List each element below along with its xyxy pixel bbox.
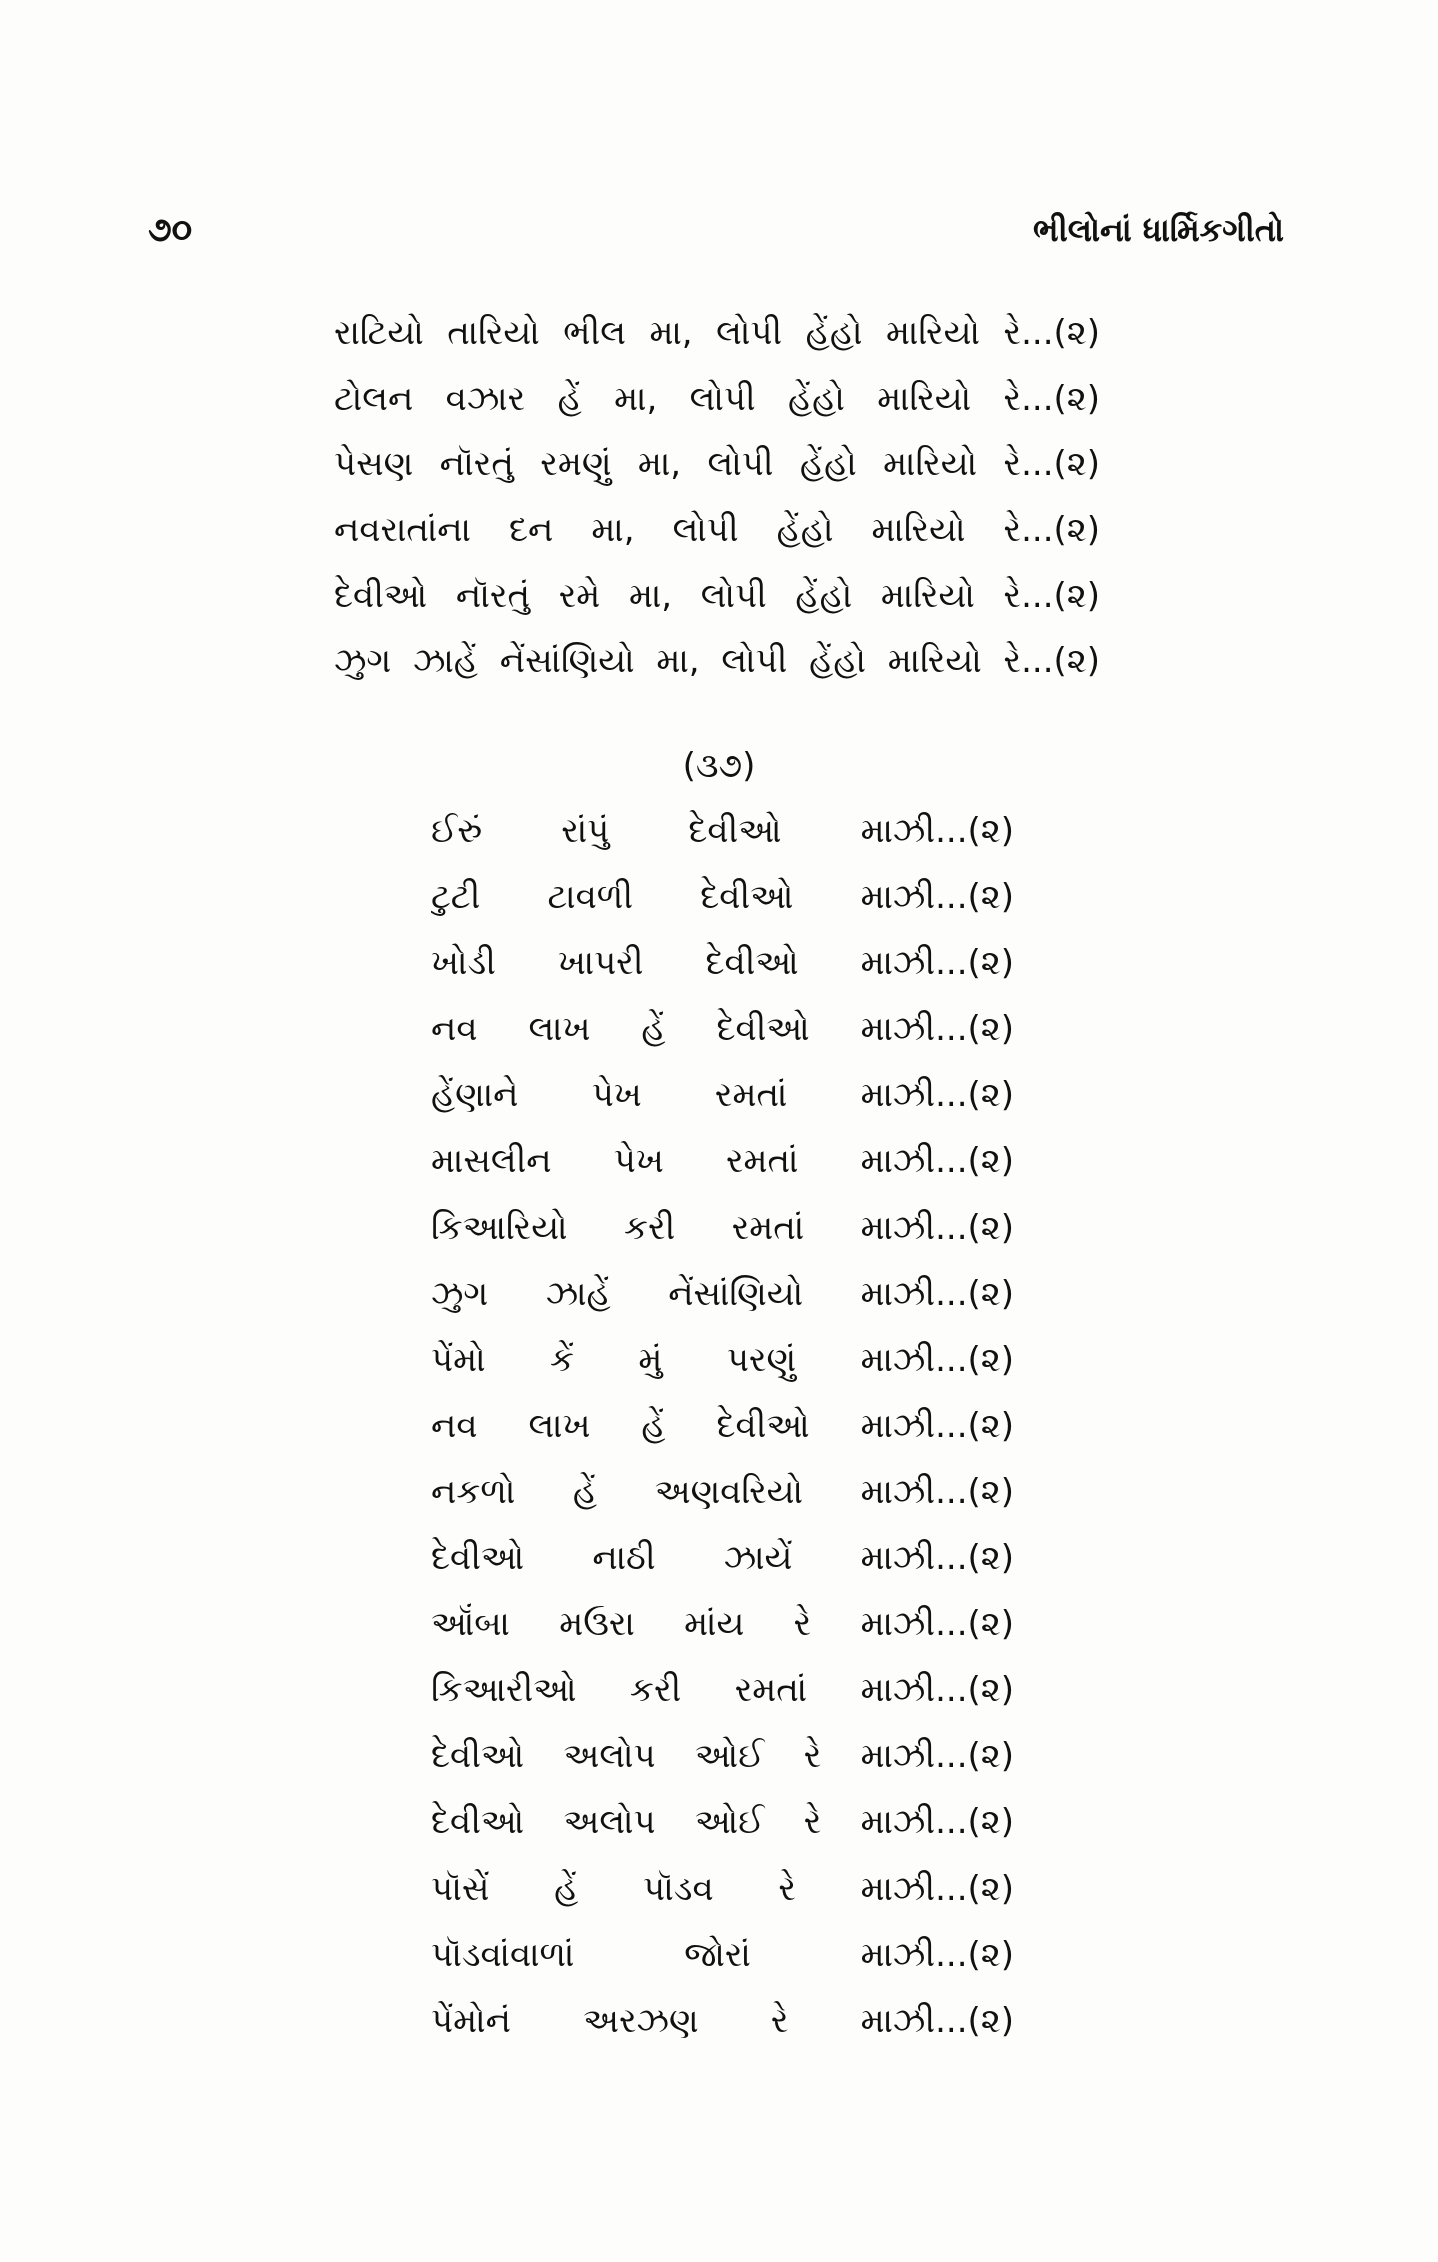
verse-line: નવરાતાંના દન મા, લોપી હેંહો મારિયો રે...(૨) [334,510,1100,551]
song-number-heading: (૩૭) [682,746,756,786]
verse-line: દેવીઓ નાઠી ઝાયેં માઝી...(૨) [431,1538,1014,1579]
verse-line: ખોડી ખાપરી દેવીઓ માઝી...(૨) [431,943,1014,984]
verse-line: રાટિયો તારિયો ભીલ મા, લોપી હેંહો મારિયો રે...(૨) [334,313,1100,353]
verse-line: ટુટી ટાવળી દેવીઓ માઝી...(૨) [431,877,1014,918]
verse-line: દેવીઓ અલોપ ઓઈ રે માઝી...(૨) [431,1802,1014,1843]
verse-line: નવ લાખ હેં દેવીઓ માઝી...(૨) [431,1009,1014,1050]
verse-line: હેંણાને પેખ રમતાં માઝી...(૨) [431,1075,1014,1116]
verse-line: કિઆરીઓ કરી રમતાં માઝી...(૨) [431,1670,1014,1711]
verse-line: નકળો હેં અણવરિયો માઝી...(૨) [431,1471,1014,1512]
verse-line: ઈરું રાંપું દેવીઓ માઝી...(૨) [431,811,1014,851]
verse-line: પેસણ નૉરતું રમણું મા, લોપી હેંહો મારિયો રે...(૨) [334,444,1100,485]
page-number: ૭૦ [148,210,193,250]
verse-line: ઝુગ ઝાહેં નેંસાંણિયો માઝી...(૨) [431,1273,1014,1314]
song-37-lyrics [431,798,1014,2054]
verse-line: પેંમો કેં મું પરણું માઝી...(૨) [431,1339,1014,1380]
running-title: ભીલોનાં ધાર્મિકગીતો [1033,211,1284,249]
stanza-previous-song [334,301,1100,695]
verse-line: દેવીઓ નૉરતું રમે મા, લોપી હેંહો મારિયો રે...(૨) [334,575,1100,616]
verse-line: ટોલન વઝાર હેં મા, લોપી હેંહો મારિયો રે...(૨) [334,378,1100,419]
verse-line: ઝુગ ઝાહેં નેંસાંણિયો મા, લોપી હેંહો મારિયો રે...(૨) [334,641,1100,682]
verse-line: કિઆરિયો કરી રમતાં માઝી...(૨) [431,1207,1014,1248]
verse-line: દેવીઓ અલોપ ઓઈ રે માઝી...(૨) [431,1736,1014,1777]
verse-line: નવ લાખ હેં દેવીઓ માઝી...(૨) [431,1405,1014,1446]
verse-line: પૉસેં હેં પૉડવ રે માઝી...(૨) [431,1868,1014,1909]
verse-line: પેંમોનં અરઝણ રે માઝી...(૨) [431,2000,1014,2041]
verse-line: પૉડવાંવાળાં જોરાં માઝી...(૨) [431,1934,1014,1975]
verse-line: માસલીન પેખ રમતાં માઝી...(૨) [431,1141,1014,1182]
verse-line: ઑંબા મઉરા માંય રે માઝી...(૨) [431,1604,1014,1645]
